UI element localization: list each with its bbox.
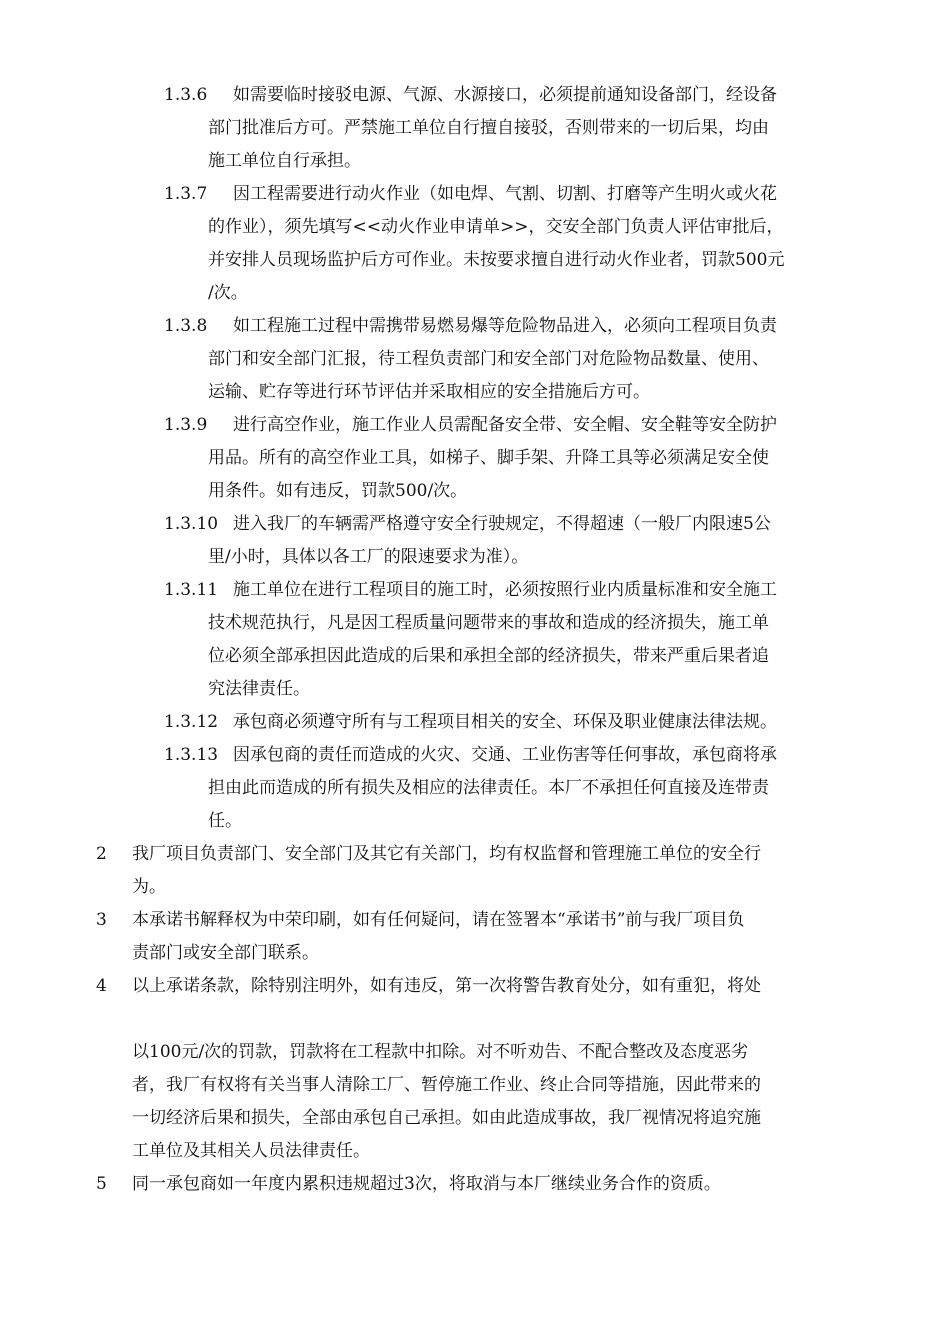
clause-number: 1.3.6 bbox=[164, 85, 208, 105]
clause-text: 用条件。如有违反，罚款500/次。 bbox=[208, 481, 468, 501]
clause-number: 1.3.8 bbox=[164, 316, 208, 336]
clause-number: 1.3.11 bbox=[164, 580, 219, 600]
clause-number: 1.3.9 bbox=[164, 415, 208, 435]
clause-text: 如工程施工过程中需携带易燃易爆等危险物品进入，必须向工程项目负责 bbox=[233, 316, 777, 336]
section-text: 以上承诺条款，除特别注明外，如有违反，第一次将警告教育处分，如有重犯，将处 bbox=[132, 976, 761, 996]
clause-text: 进入我厂的车辆需严格遵守安全行驶规定，不得超速（一般厂内限速5公 bbox=[233, 514, 771, 534]
clause-text: 部门和安全部门汇报，待工程负责部门和安全部门对危险物品数量、使用、 bbox=[208, 349, 769, 369]
clause-text: 部门批准后方可。严禁施工单位自行擅自接驳，否则带来的一切后果，均由 bbox=[208, 118, 769, 138]
clause-number: 1.3.7 bbox=[164, 184, 208, 204]
clause-number: 1.3.10 bbox=[164, 514, 219, 534]
clause-text: 承包商必须遵守所有与工程项目相关的安全、环保及职业健康法律法规。 bbox=[233, 712, 777, 732]
section-text: 责部门或安全部门联系。 bbox=[132, 943, 319, 963]
clause-text: 运输、贮存等进行环节评估并采取相应的安全措施后方可。 bbox=[208, 382, 650, 402]
clause-text: 的作业），须先填写<<动火作业申请单>>，交安全部门负责人评估审批后， bbox=[208, 217, 784, 237]
clause-text: /次。 bbox=[208, 283, 248, 303]
section-text: 以100元/次的罚款，罚款将在工程款中扣除。对不听劝告、不配合整改及态度恶劣 bbox=[132, 1042, 749, 1062]
clause-text: 如需要临时接驳电源、气源、水源接口，必须提前通知设备部门，经设备 bbox=[233, 85, 777, 105]
clause-number: 1.3.13 bbox=[164, 745, 219, 765]
section-text: 者，我厂有权将有关当事人清除工厂、暂停施工作业、终止合同等措施，因此带来的 bbox=[132, 1075, 761, 1095]
clause-text: 因工程需要进行动火作业（如电焊、气割、切割、打磨等产生明火或火花 bbox=[233, 184, 777, 204]
clause-text: 位必须全部承担因此造成的后果和承担全部的经济损失，带来严重后果者追 bbox=[208, 646, 769, 666]
clause-text: 担由此而造成的所有损失及相应的法律责任。本厂不承担任何直接及连带责 bbox=[208, 778, 769, 798]
section-number: 2 bbox=[96, 844, 107, 864]
section-text: 一切经济后果和损失，全部由承包自己承担。如由此造成事故，我厂视情况将追究施 bbox=[132, 1108, 761, 1128]
section-text: 本承诺书解释权为中荣印刷，如有任何疑问，请在签署本“承诺书”前与我厂项目负 bbox=[132, 910, 745, 930]
clause-text: 进行高空作业，施工作业人员需配备安全带、安全帽、安全鞋等安全防护 bbox=[233, 415, 777, 435]
clause-text: 技术规范执行，凡是因工程质量问题带来的事故和造成的经济损失，施工单 bbox=[208, 613, 769, 633]
clause-number: 1.3.12 bbox=[164, 712, 219, 732]
clause-text: 因承包商的责任而造成的火灾、交通、工业伤害等任何事故，承包商将承 bbox=[233, 745, 777, 765]
clause-text: 并安排人员现场监护后方可作业。未按要求擅自进行动火作业者，罚款500元 bbox=[208, 250, 785, 270]
section-text: 为。 bbox=[132, 877, 166, 897]
clause-text: 施工单位在进行工程项目的施工时，必须按照行业内质量标准和安全施工 bbox=[233, 580, 777, 600]
clause-text: 施工单位自行承担。 bbox=[208, 151, 361, 171]
section-text: 同一承包商如一年度内累积违规超过3次，将取消与本厂继续业务合作的资质。 bbox=[132, 1174, 721, 1194]
clause-text: 究法律责任。 bbox=[208, 679, 310, 699]
section-text: 工单位及其相关人员法律责任。 bbox=[132, 1141, 370, 1161]
clause-text: 用品。所有的高空作业工具，如梯子、脚手架、升降工具等必须满足安全使 bbox=[208, 448, 769, 468]
section-number: 4 bbox=[96, 976, 107, 996]
clause-text: 任。 bbox=[208, 811, 242, 831]
section-number: 3 bbox=[96, 910, 107, 930]
section-number: 5 bbox=[96, 1174, 107, 1194]
section-text: 我厂项目负责部门、安全部门及其它有关部门，均有权监督和管理施工单位的安全行 bbox=[132, 844, 761, 864]
clause-text: 里/小时，具体以各工厂的限速要求为准）。 bbox=[208, 547, 529, 567]
